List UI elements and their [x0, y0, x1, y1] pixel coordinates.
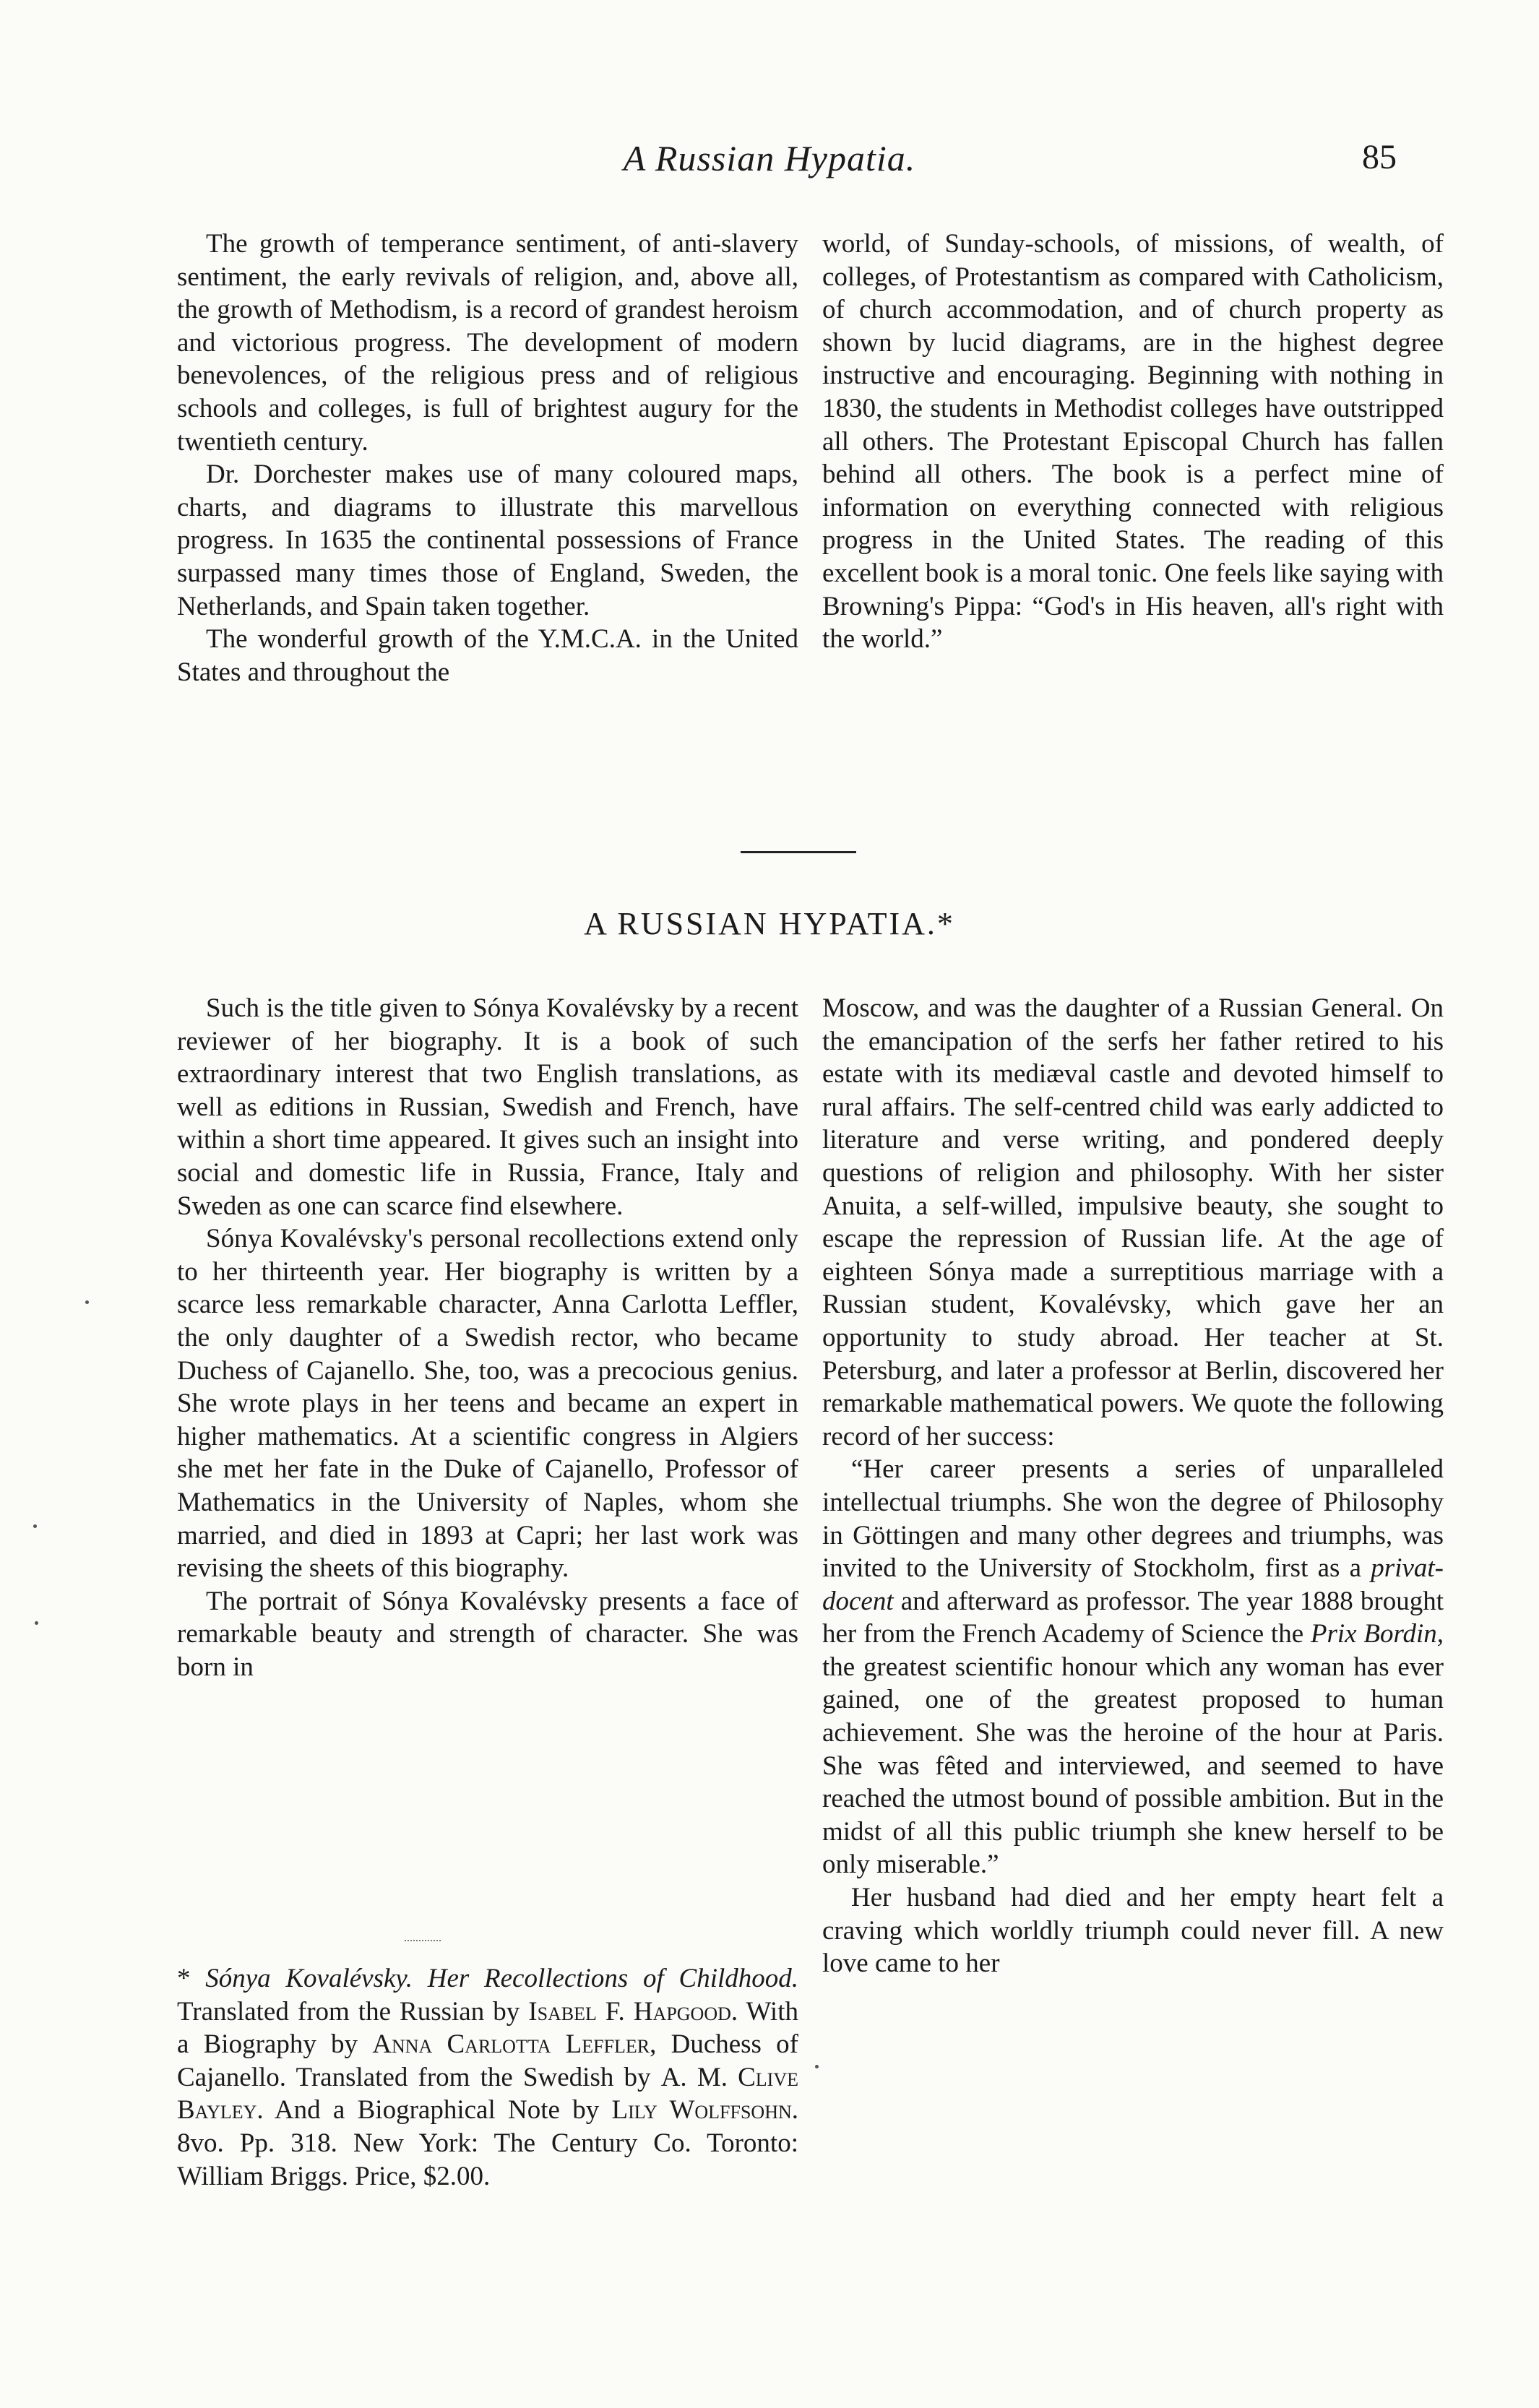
paragraph-dorchester: Dr. Dorchester makes use of many coloured maps, charts, and diagrams to illustrate this marvellous progress. In 1635 the continental possessions of France surpassed many times those of England, Sweden, the Netherlands, and Spain taken together. — [177, 459, 798, 621]
footnote-text-2: With a Biography by — [177, 1996, 798, 2060]
quote-part-2: and afterward as professor. The year 1888 brought her from the French Academy of Science the — [822, 1586, 1444, 1649]
footnote — [177, 1962, 798, 2193]
paragraph-quote-career — [822, 1453, 1444, 1881]
quote-part-1: “Her career presents a series of unparalleled intellectual triumphs. She won the degree of Philosophy in Göttingen and many other degrees and triumphs, was invited to the University of Stockholm, first as a — [822, 1454, 1444, 1584]
bottom-left-column — [177, 992, 798, 1683]
page-number: 85 — [1362, 138, 1397, 176]
footnote-text-1: Translated from the Russian by — [177, 1996, 529, 2027]
footnote-text-3: Duchess of Cajanello. Translated from the Swedish by — [177, 2029, 798, 2092]
paragraph-temperance: The growth of temperance sentiment, of anti-slavery sentiment, the early revivals of religion, and, above all, the growth of Methodism, is a record of grandest heroism and victorious progress. The development of modern benevolences, of the religious press and of religious schools and colleges, is full of brightest augury for the twentieth century. — [177, 229, 798, 457]
scan-speck — [85, 1300, 89, 1304]
bottom-right-column — [822, 992, 1444, 1980]
footnote-marker: * — [177, 1964, 206, 1993]
quote-prix-bordin: Prix Bordin, — [1310, 1619, 1444, 1649]
footnote-name-hapgood: Isabel F. Hapgood. — [528, 1996, 738, 2027]
paragraph-husband: Her husband had died and her empty heart felt a craving which worldly triumph could never fill. A new love came to her — [822, 1883, 1444, 1979]
paragraph-title-given: Such is the title given to Sónya Kovalévsky by a recent reviewer of her biography. It is a book of such extraordinary interest that two English translations, as well as editions in Russian, Swedish and French, have within a short time appeared. It gives such an insight into social and domestic life in Russia, France, Italy and Sweden as one can scarce find elsewhere. — [177, 993, 798, 1221]
footnote-text — [177, 1962, 798, 2193]
paragraph-ymca: The wonderful growth of the Y.M.C.A. in the United States and throughout the — [177, 624, 798, 687]
running-header-title: A Russian Hypatia. — [623, 138, 916, 178]
paragraph-recollections: Sónya Kovalévsky's personal recollections extend only to her thirteenth year. Her biography is written by a scarce less remarkable character, Anna Carlotta Leffler, the only daughter of a Swedish rector, who became Duchess of Cajanello. She, too, was a precocious genius. She wrote plays in her teens and became an expert in higher mathematics. At a scientific congress in Algiers she met her fate in the Duke of Cajanello, Professor of Mathematics in the University of Naples, whom she married, and died in 1893 at Capri; her last work was revising the sheets of this biography. — [177, 1224, 798, 1584]
footnote-name-wolffsohn: Lily Wolffsohn. — [611, 2095, 798, 2126]
paragraph-moscow: Moscow, and was the daughter of a Russian General. On the emancipation of the serfs her father retired to his estate with its mediæval castle and devoted himself to rural affairs. The self-centred child was early addicted to literature and verse writing, and pondered deeply questions of religion and philosophy. With her sister Anuita, a self-willed, impulsive beauty, she sought to escape the repression of Russian life. At the age of eighteen Sónya made a surreptitious marriage with a Russian student, Kovalévsky, which gave her an opportunity to study abroad. Her teacher at St. Petersburg, and later a professor at Berlin, discovered her remarkable mathematical powers. We quote the following record of her success: — [822, 993, 1444, 1451]
footnote-separator — [405, 1940, 441, 1941]
scan-speck — [35, 1621, 38, 1625]
paragraph-portrait: The portrait of Sónya Kovalévsky presents a face of remarkable beauty and strength of character. She was born in — [177, 1586, 798, 1682]
article-title: A RUSSIAN HYPATIA.* — [584, 906, 955, 941]
footnote-name-leffler: Anna Carlotta Leffler, — [372, 2029, 657, 2060]
scan-speck — [815, 2065, 819, 2068]
footnote-name-bayley: A. M. Clive Bayley. — [177, 2062, 798, 2126]
footnote-text-5: 8vo. Pp. 318. New York: The Century Co. Toronto: William Briggs. Price, $2.00. — [177, 2128, 798, 2191]
paragraph-sunday-schools: world, of Sunday-schools, of missions, of wealth, of colleges, of Protestantism as compared with Catholicism, of church accommodation, and of church property as shown by lucid diagrams, are in the highest degree instructive and encouraging. Beginning with nothing in 1830, the students in Methodist colleges have outstripped all others. The Protestant Episcopal Church has fallen behind all others. The book is a perfect mine of information on everything connected with religious progress in the United States. The reading of this excellent book is a moral tonic. One feels like saying with Browning's Pippa: “God's in His heaven, all's right with the world.” — [822, 229, 1444, 655]
quote-privat-docent: privat-docent — [822, 1553, 1444, 1616]
top-left-column — [177, 228, 798, 689]
quote-part-3: the greatest scientific honour which any woman has ever gained, one of the greatest proposed to human achievement. She was the heroine of the hour at Paris. She was fêted and interviewed, and seemed to have reached the utmost bound of possible ambition. But in the midst of all this public triumph she knew herself to be only miserable.” — [822, 1652, 1444, 1880]
scan-speck — [33, 1524, 37, 1528]
footnote-book-title: Sónya Kovalévsky. Her Recollections of Childhood. — [205, 1964, 799, 1993]
section-divider — [741, 851, 856, 853]
footnote-text-4: And a Biographical Note by — [263, 2095, 612, 2126]
top-right-column — [822, 228, 1444, 656]
